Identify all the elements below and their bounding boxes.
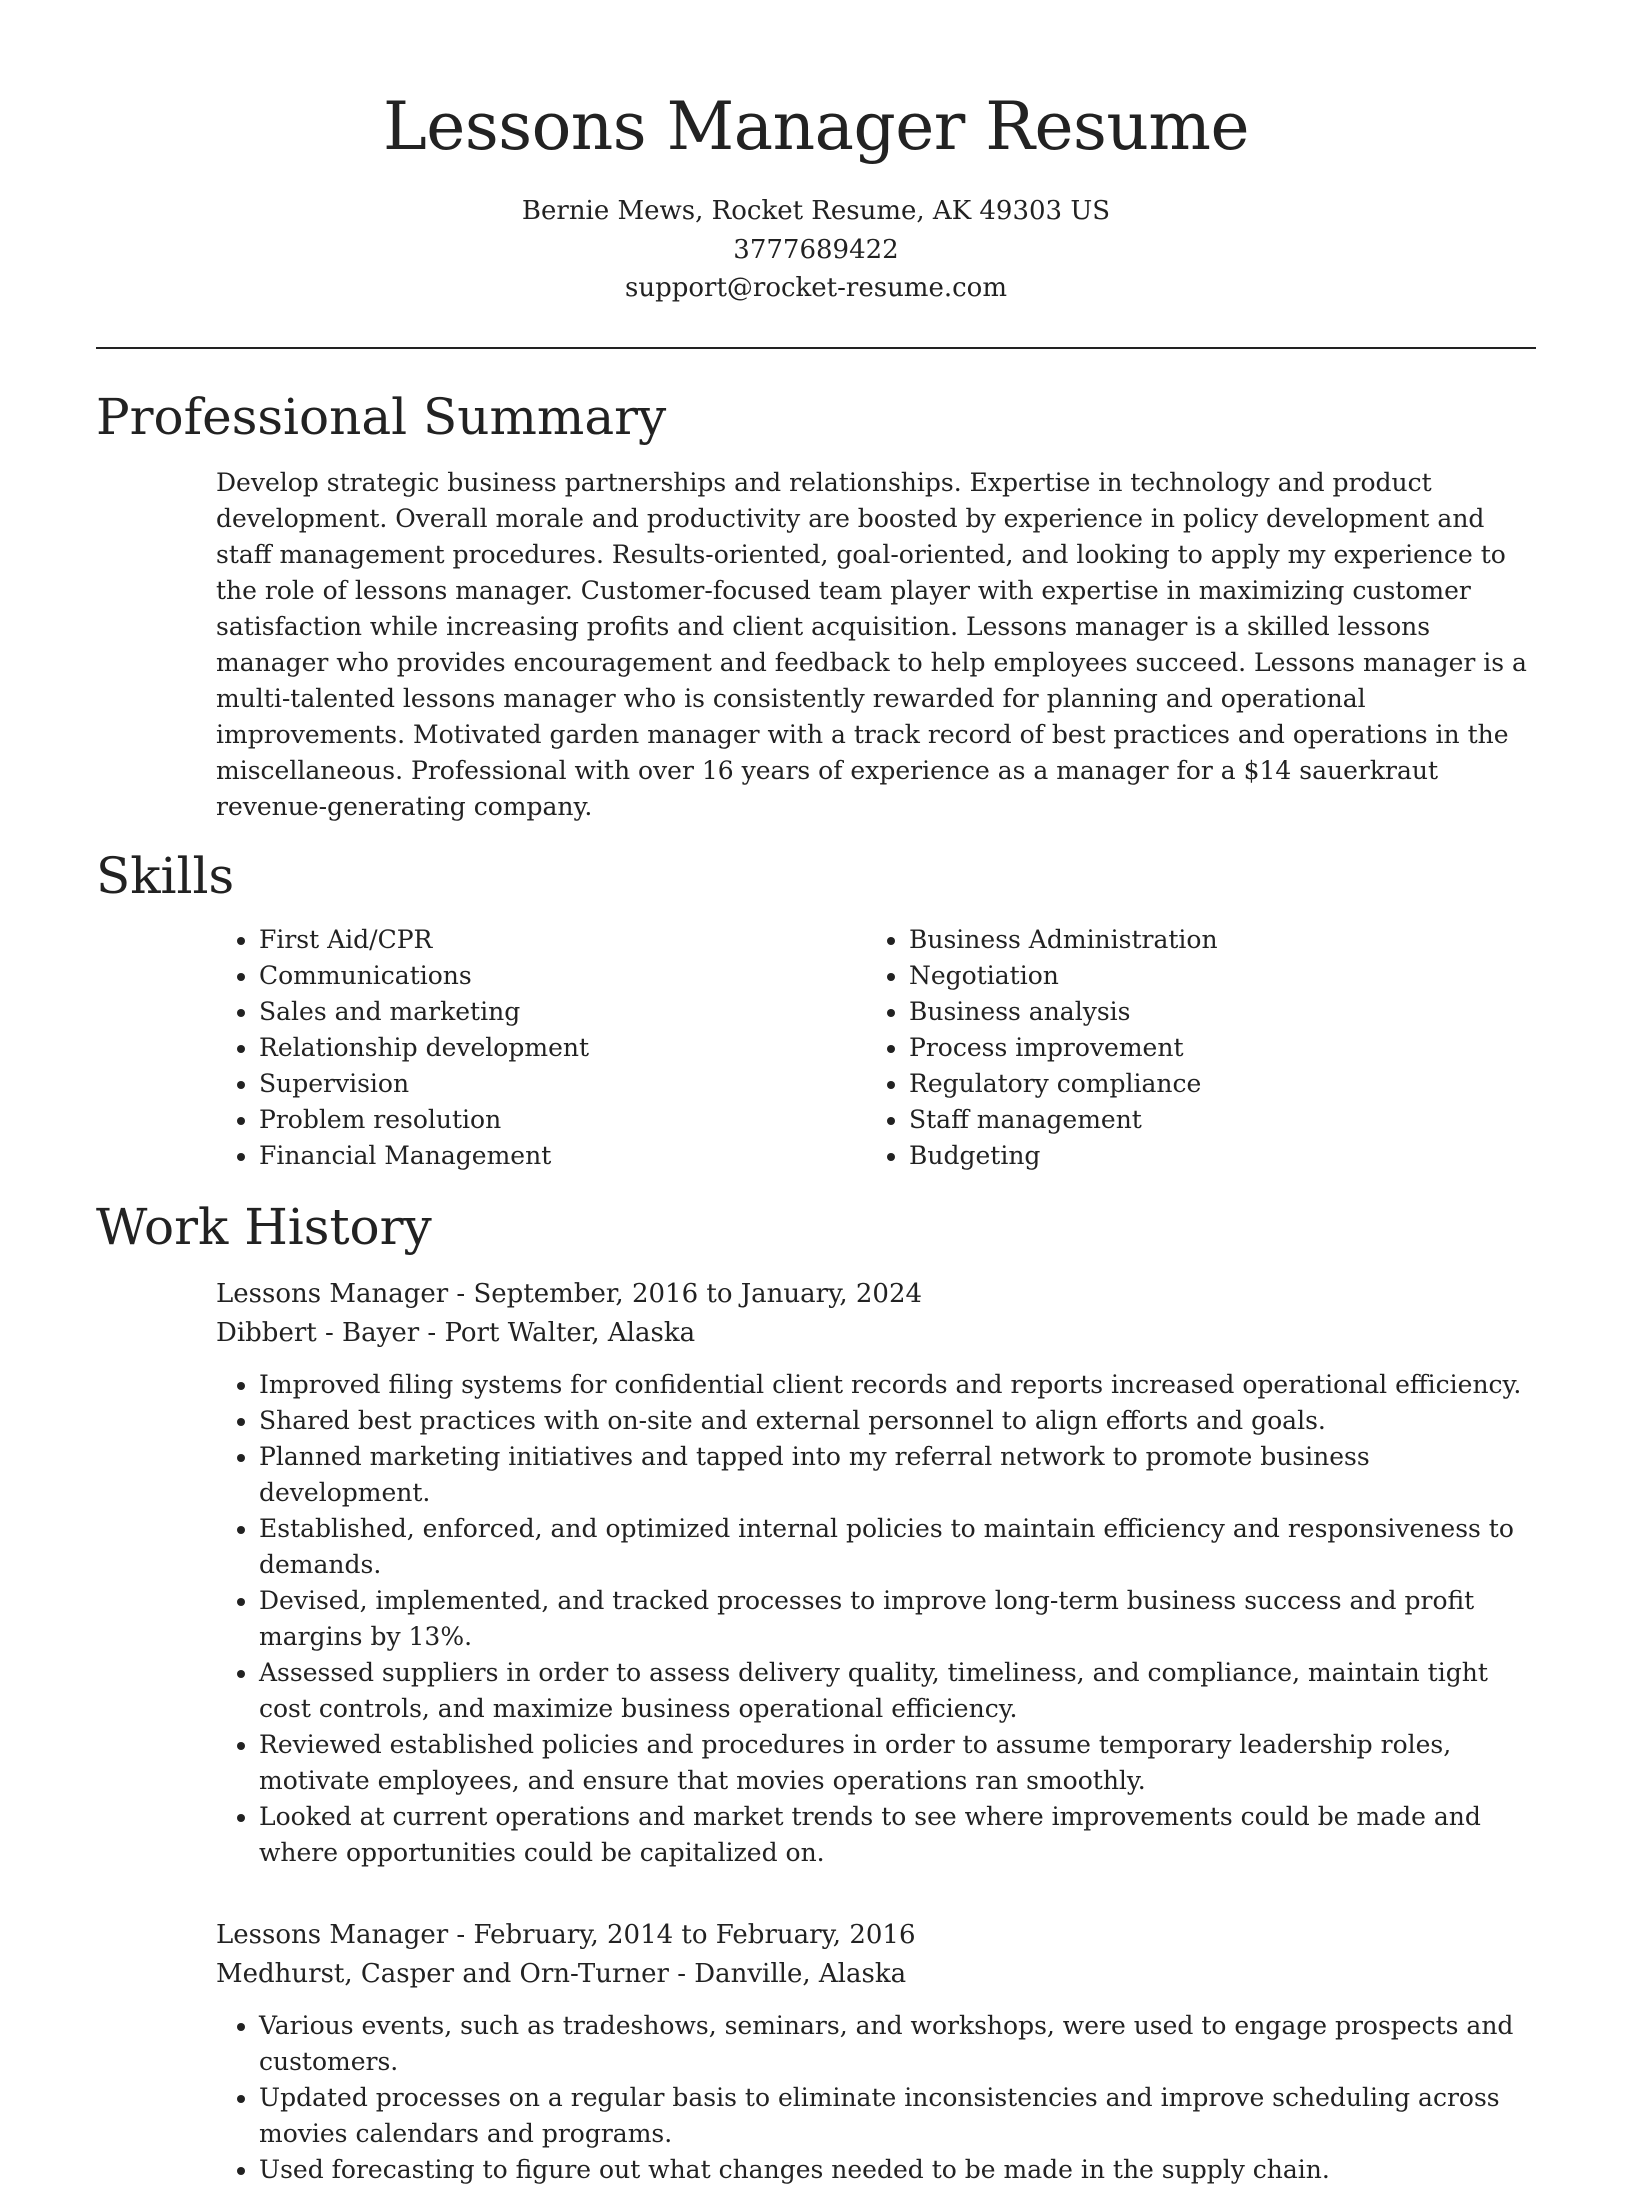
job-title: Lessons Manager <box>216 1278 449 1309</box>
skill-item: • Process improvement <box>909 1030 1218 1066</box>
skill-item: • Regulatory compliance <box>909 1066 1218 1102</box>
job-company-line <box>216 1314 1536 1353</box>
skill-item: • Financial Management <box>259 1138 909 1174</box>
skills-list <box>96 922 1536 1174</box>
job-entry <box>216 1916 1536 2188</box>
resume-page <box>96 0 1536 2188</box>
job-bullet: • Looked at current operations and market trends to see where improvements could be made and where opportunities could be capitalized on. <box>259 1799 1536 1871</box>
skill-item: • Supervision <box>259 1066 909 1102</box>
contact-address: Bernie Mews, Rocket Resume, AK 49303 US <box>521 196 1111 226</box>
job-title: Lessons Manager <box>216 1919 449 1950</box>
contact-phone: 3777689422 <box>733 234 899 265</box>
skill-item: • Communications <box>259 958 909 994</box>
skill-item: • Problem resolution <box>259 1102 909 1138</box>
contact-email: support@rocket-resume.com <box>624 273 1007 303</box>
skill-item: • Staff management <box>909 1102 1218 1138</box>
document-title: Lessons Manager Resume <box>382 88 1250 165</box>
job-bullet: • Shared best practices with on-site and external personnel to align efforts and goals. <box>259 1403 1536 1439</box>
section-title-work-history: Work History <box>96 1197 432 1256</box>
skill-item: • Relationship development <box>259 1030 909 1066</box>
job-title-line <box>216 1916 1536 1955</box>
skill-item: • Sales and marketing <box>259 994 909 1030</box>
job-bullet: • Devised, implemented, and tracked processes to improve long-term business success and profit margins by 13%. <box>259 1583 1536 1655</box>
section-title-summary: Professional Summary <box>96 387 667 446</box>
resume-header <box>96 0 1536 308</box>
job-bullets <box>216 2008 1536 2188</box>
job-location: - Danville, Alaska <box>668 1958 907 1989</box>
job-bullet: • Reviewed established policies and procedures in order to assume temporary leadership roles, motivate employees, and ensure that movies operations ran smoothly. <box>259 1727 1536 1799</box>
job-dates: - February, 2014 to February, 2016 <box>448 1919 916 1950</box>
job-bullet: • Updated processes on a regular basis to eliminate inconsistencies and improve scheduling across movies calendars and programs. <box>259 2080 1536 2152</box>
job-bullet: • Various events, such as tradeshows, seminars, and workshops, were used to engage prospects and customers. <box>259 2008 1536 2080</box>
skill-item: • Business Administration <box>909 922 1218 958</box>
job-entry <box>216 1275 1536 1871</box>
skill-item: • Budgeting <box>909 1138 1218 1174</box>
job-company: Dibbert - Bayer <box>216 1317 420 1348</box>
job-bullet: • Established, enforced, and optimized internal policies to maintain efficiency and responsiveness to demands. <box>259 1511 1536 1583</box>
job-bullet: • Improved filing systems for confidential client records and reports increased operational efficiency. <box>259 1367 1536 1403</box>
skill-item: • First Aid/CPR <box>259 922 909 958</box>
job-bullet: • Used forecasting to figure out what changes needed to be made in the supply chain. <box>259 2152 1536 2188</box>
summary-text: Develop strategic business partnerships and relationships. Expertise in technology and product development. Overall morale and productivity are boosted by experience in policy development and staff management procedures. Results-oriented, goal-oriented, and looking to apply my experience to the role of lessons manager. Customer-focused team player with expertise in maximizing customer satisfaction while increasing profits and client acquisition. Lessons manager is a skilled lessons manager who provides encouragement and feedback to help employees succeed. Lessons manager is a multi-talented lessons manager who is consistently rewarded for planning and operational improvements. Motivated garden manager with a track record of best practices and operations in the miscellaneous. Professional with over 16 years of experience as a manager for a $14 sauerkraut revenue-generating company. <box>216 467 1527 821</box>
section-title-skills: Skills <box>96 846 235 905</box>
job-location: - Port Walter, Alaska <box>419 1317 696 1348</box>
header-divider <box>96 347 1536 349</box>
job-company-line <box>216 1955 1536 1994</box>
job-bullet: • Assessed suppliers in order to assess delivery quality, timeliness, and compliance, maintain tight cost controls, and maximize business operational efficiency. <box>259 1655 1536 1727</box>
job-bullet: • Planned marketing initiatives and tapped into my referral network to promote business development. <box>259 1439 1536 1511</box>
contact-block <box>96 192 1536 308</box>
skill-item: • Business analysis <box>909 994 1218 1030</box>
skills-column-left <box>259 922 909 1174</box>
job-company: Medhurst, Casper and Orn-Turner <box>216 1958 669 1989</box>
skills-column-right <box>909 922 1218 1174</box>
skill-item: • Negotiation <box>909 958 1218 994</box>
job-title-line <box>216 1275 1536 1314</box>
job-dates: - September, 2016 to January, 2024 <box>448 1278 923 1309</box>
job-bullets <box>216 1367 1536 1871</box>
